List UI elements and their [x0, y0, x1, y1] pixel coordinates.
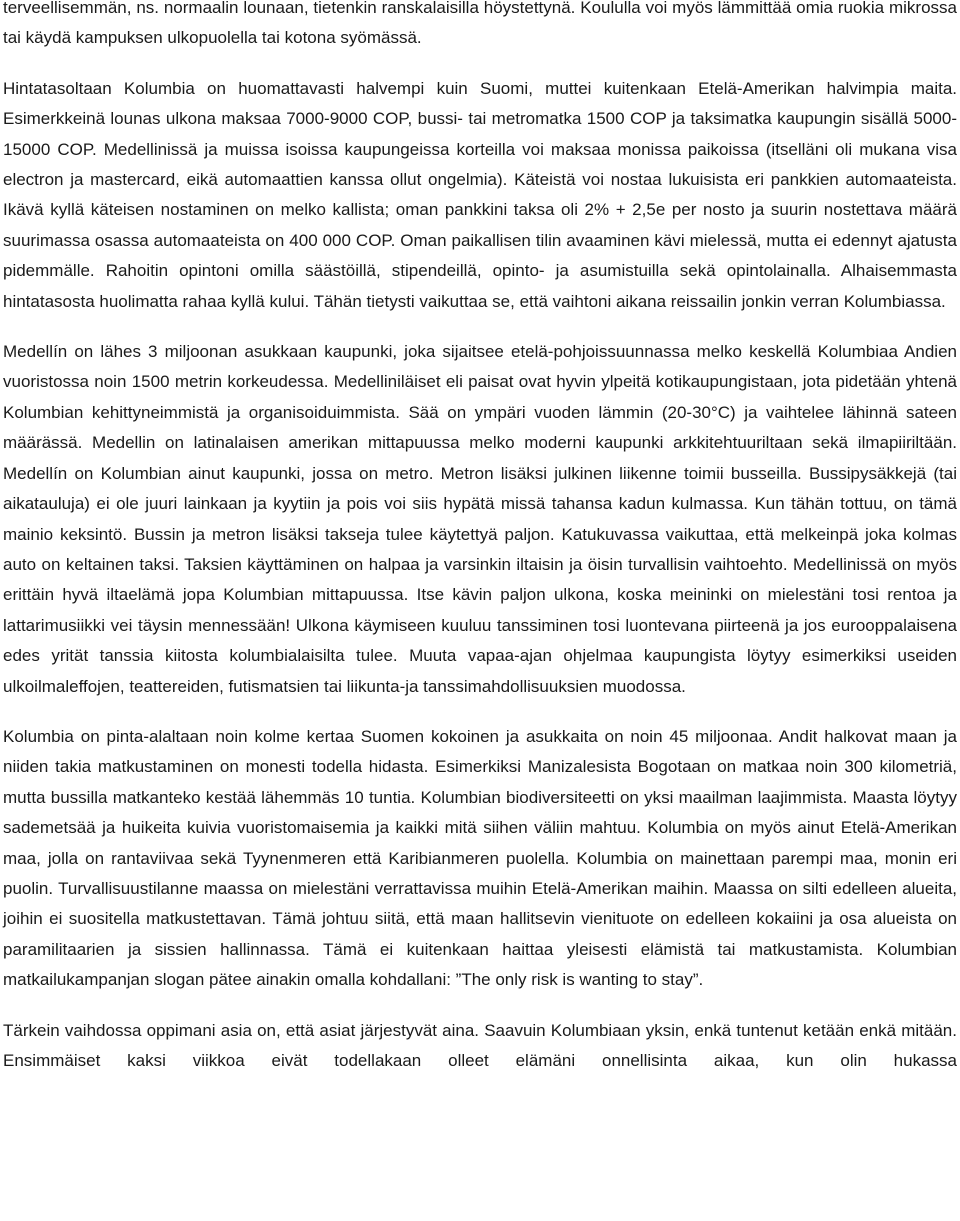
paragraph-medellin: Medellín on lähes 3 miljoonan asukkaan kaupunki, joka sijaitsee etelä-pohjoissuunnassa melko keskellä Kolumbiaa Andien vuoristossa noin 1500 metrin korkeudessa. Medelliniläiset eli paisat ovat hyvin ylpeitä kotikaupungistaan, jota pidetään yhtenä Kolumbian kehittyneimmistä ja organisoiduimmista. Sää on ympäri vuoden lämmin (20-30°C) ja vaihtelee lähinnä sateen määrässä. Medellin on latinalaisen amerikan mittapuussa melko moderni kaupunki arkkitehtuuriltaan sekä ilmapiiriltään. Medellín on Kolumbian ainut kaupunki, jossa on metro. Metron lisäksi julkinen liikenne toimii busseilla. Bussipysäkkejä (tai aikatauluja) ei ole juuri lainkaan ja kyytiin ja pois voi siis hypätä missä tahansa kadun kulmassa. Kun tähän tottuu, on tämä mainio keksintö. Bussin ja metron lisäksi takseja tulee käytettyä paljon. Katukuvassa vaikuttaa, että melkeinpä joka kolmas auto on keltainen taksi. Taksien käyttäminen on halpaa ja varsinkin iltaisin ja öisin turvallisin vaihtoehto. Medellinissä on myös erittäin hyvä iltaelämä jopa Kolumbian mittapuussa. Itse kävin paljon ulkona, koska meininki on mielestäni tosi rentoa ja lattarimusiikki vei täysin mennessään! Ulkona käymiseen kuuluu tanssiminen tosi luontevana piirteenä ja jos eurooppalaisena edes yrität tanssia kiitosta kolumbialaisilta tulee. Muuta vapaa-ajan ohjelmaa kaupungista löytyy esimerkiksi useiden ulkoilmaleffojen, teattereiden, futismatsien tai liikunta-ja tanssimahdollisuuksien muodossa.: [3, 342, 957, 696]
paragraph-lessons: Tärkein vaihdossa oppimani asia on, että asiat järjestyvät aina. Saavuin Kolumbiaan yksin, enkä tuntenut ketään enkä mitään. Ensimmäiset kaksi viikkoa eivät todellakaan olleet elämäni onnellisinta aikaa, kun olin hukassa: [3, 1020, 957, 1070]
paragraph-food: terveellisemmän, ns. normaalin lounaan, tietenkin ranskalaisilla höystettynä. Koululla voi myös lämmittää omia ruokia mikrossa tai käydä kampuksen ulkopuolella tai kotona syömässä.: [3, 0, 957, 48]
paragraph-colombia: Kolumbia on pinta-alaltaan noin kolme kertaa Suomen kokoinen ja asukkaita on noin 45 miljoonaa. Andit halkovat maan ja niiden takia matkustaminen on monesti todella hidasta. Esimerkiksi Manizalesista Bogotaan on matkaa noin 300 kilometriä, mutta bussilla matkanteko kestää lähemmäs 10 tuntia. Kolumbian biodiversiteetti on yksi maailman laajimmista. Maasta löytyy sademetsää ja huikeita kuivia vuoristomaisemia ja kaikki mitä siihen väliin mahtuu. Kolumbia on myös ainut Etelä-Amerikan maa, jolla on rantaviivaa sekä Tyynenmeren että Karibianmeren puolella. Kolumbia on mainettaan parempi maa, monin eri puolin. Turvallisuustilanne maassa on mielestäni verrattavissa muihin Etelä-Amerikan maihin. Maassa on silti edelleen alueita, joihin ei suositella matkustettavan. Tämä johtuu siitä, että maan hallitsevin vienituote on edelleen kokaiini ja osa alueista on paramilitaarien ja sissien hallinnassa. Tämä ei kuitenkaan haittaa yleisesti elämistä tai matkustamista. Kolumbian matkailukampanjan slogan pätee ainakin omalla kohdallani: ”The only risk is wanting to stay”.: [3, 726, 957, 990]
document-page: [3, 0, 957, 1096]
paragraph-prices: Hintatasoltaan Kolumbia on huomattavasti halvempi kuin Suomi, muttei kuitenkaan Etelä-Amerikan halvimpia maita. Esimerkkeinä lounas ulkona maksaa 7000-9000 COP, bussi- tai metromatka 1500 COP ja taksimatka kaupungin sisällä 5000-15000 COP. Medellinissä ja muissa isoissa kaupungeissa korteilla voi maksaa monissa paikoissa (itselläni oli mukana visa electron ja mastercard, eikä automaattien kanssa ollut ongelmia). Käteistä voi nostaa lukuisista eri pankkien automaateista. Ikävä kyllä käteisen nostaminen on melko kallista; oman pankkini taksa oli 2% + 2,5e per nosto ja suurin nostettava määrä suurimassa osassa automaateista on 400 000 COP. Oman paikallisen tilin avaaminen kävi mielessä, mutta ei edennyt ajatusta pidemmälle. Rahoitin opintoni omilla säästöillä, stipendeillä, opinto- ja asumistuilla sekä opintolainalla. Alhaisemmasta hintatasosta huolimatta rahaa kyllä kului. Tähän tietysti vaikuttaa se, että vaihtoni aikana reissailin jonkin verran Kolumbiassa.: [3, 78, 957, 311]
